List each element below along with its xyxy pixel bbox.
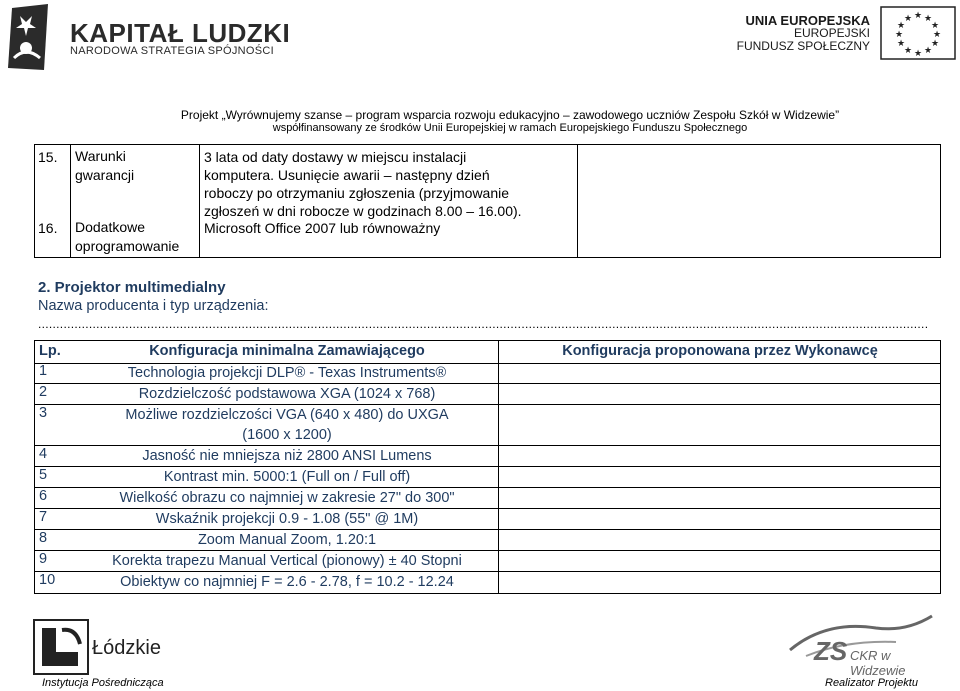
producer-dotted-line: ..................................................................................................................................................................................................................................................... — [38, 317, 929, 331]
warranty-software-table — [34, 144, 941, 258]
zs-text: CKR w Widzewie — [850, 648, 906, 678]
kapital-ludzki-subtitle: NARODOWA STRATEGIA SPÓJNOŚCI — [70, 45, 274, 57]
label-line: Warunki — [75, 148, 126, 164]
svg-text:★: ★ — [913, 49, 923, 59]
svg-text:★: ★ — [913, 11, 923, 21]
table-header-row — [35, 341, 940, 364]
table-row — [35, 467, 940, 488]
lodzkie-logo-icon — [32, 618, 90, 676]
row-number: 15. — [38, 149, 58, 165]
kapital-ludzki-title: KAPITAŁ LUDZKI — [70, 18, 291, 48]
row-number: 16. — [38, 220, 58, 236]
row-value — [204, 219, 440, 237]
spec-line: (1600 x 1200) — [242, 427, 332, 443]
row-label — [75, 218, 179, 256]
value-line: 3 lata od daty dostawy w miejscu instalacji — [204, 149, 467, 165]
svg-text:★: ★ — [896, 21, 906, 31]
label-line: gwarancji — [75, 167, 135, 183]
eu-line-3: FUNDUSZ SPOŁECZNY — [736, 39, 870, 53]
row-spec: Wskaźnik projekcji 0.9 - 1.08 (55" @ 1M) — [155, 511, 419, 527]
label-line: oprogramowanie — [75, 238, 180, 254]
svg-text:★: ★ — [903, 46, 913, 56]
section-title: 2. Projektor multimedialny — [38, 279, 226, 296]
svg-text:★: ★ — [923, 46, 933, 56]
svg-text:★: ★ — [930, 39, 940, 49]
row-lp: 2 — [39, 384, 48, 400]
table-row — [35, 384, 940, 405]
zs-letters: ZS — [814, 636, 848, 666]
lodzkie-text: Łódzkie — [92, 637, 161, 659]
eu-line-1: UNIA EUROPEJSKA — [745, 13, 870, 28]
svg-text:★: ★ — [894, 30, 904, 40]
row-lp: 3 — [39, 405, 48, 421]
project-implementer-caption: Realizator Projektu — [825, 677, 918, 689]
row-spec: Wielkość obrazu co najmniej w zakresie 27" do 300" — [119, 490, 455, 506]
row-lp: 1 — [39, 363, 48, 379]
row-label — [75, 147, 134, 185]
eu-line-2: EUROPEJSKI — [793, 26, 870, 40]
table-row — [35, 509, 940, 530]
row-lp: 10 — [39, 572, 56, 588]
row-lp: 6 — [39, 488, 48, 504]
eu-stars-flag-icon — [880, 6, 956, 60]
kapital-ludzki-emblem-icon — [4, 2, 52, 72]
row-lp: 9 — [39, 551, 48, 567]
header-proposed-config: Konfiguracja proponowana przez Wykonawcę — [562, 343, 878, 359]
value-line: zgłoszeń w dni robocze w godzinach 8.00 – 16.00). — [204, 203, 522, 219]
intermediate-institution-caption: Instytucja Pośrednicząca — [42, 677, 164, 689]
row-lp: 5 — [39, 467, 48, 483]
value-line: roboczy po otrzymaniu zgłoszenia (przyjmowanie — [204, 185, 510, 201]
table-row — [35, 530, 940, 551]
svg-text:★: ★ — [903, 14, 913, 24]
row-spec — [73, 405, 501, 445]
table-row — [35, 488, 940, 509]
projector-config-table — [34, 340, 941, 594]
row-spec: Rozdzielczość podstawowa XGA (1024 x 768) — [138, 386, 436, 402]
table-row — [35, 405, 940, 446]
table-row — [35, 446, 940, 467]
row-lp: 8 — [39, 530, 48, 546]
row-value — [204, 148, 522, 220]
row-spec: Kontrast min. 5000:1 (Full on / Full off) — [163, 469, 411, 485]
project-cofinancing: współfinansowany ze środków Unii Europejskiej w ramach Europejskiego Funduszu Społecznego — [272, 122, 748, 134]
svg-text:★: ★ — [930, 21, 940, 31]
zs-ckr-logo — [786, 610, 936, 678]
spec-line: Możliwe rozdzielczości VGA (640 x 480) do UXGA — [125, 407, 449, 423]
row-spec: Technologia projekcji DLP® - Texas Instruments® — [127, 365, 447, 381]
value-line: Microsoft Office 2007 lub równoważny — [204, 220, 441, 236]
row-lp: 4 — [39, 446, 48, 462]
label-line: Dodatkowe — [75, 219, 146, 235]
svg-text:★: ★ — [896, 39, 906, 49]
project-title: Projekt „Wyrównujemy szanse – program wsparcia rozwoju edukacyjno – zawodowego uczniów Zespołu Szkół w Widzewie” — [180, 108, 840, 122]
producer-label: Nazwa producenta i typ urządzenia: — [38, 298, 269, 314]
row-spec: Obiektyw co najmniej F = 2.6 - 2.78, f = 10.2 - 12.24 — [120, 574, 454, 590]
table-row — [35, 551, 940, 572]
row-lp: 7 — [39, 509, 48, 525]
svg-text:★: ★ — [932, 30, 942, 40]
header-lp: Lp. — [39, 343, 61, 359]
table-row — [35, 363, 940, 384]
eu-fund-label — [737, 14, 870, 53]
table-row — [35, 572, 940, 592]
svg-text:★: ★ — [923, 14, 933, 24]
row-spec: Jasność nie mniejsza niż 2800 ANSI Lumens — [142, 448, 432, 464]
row-spec: Korekta trapezu Manual Vertical (pionowy) ± 40 Stopni — [112, 553, 462, 569]
header-min-config: Konfiguracja minimalna Zamawiającego — [149, 343, 425, 359]
row-spec: Zoom Manual Zoom, 1.20:1 — [197, 532, 377, 548]
value-line: komputera. Usunięcie awarii – następny dzień — [204, 167, 490, 183]
